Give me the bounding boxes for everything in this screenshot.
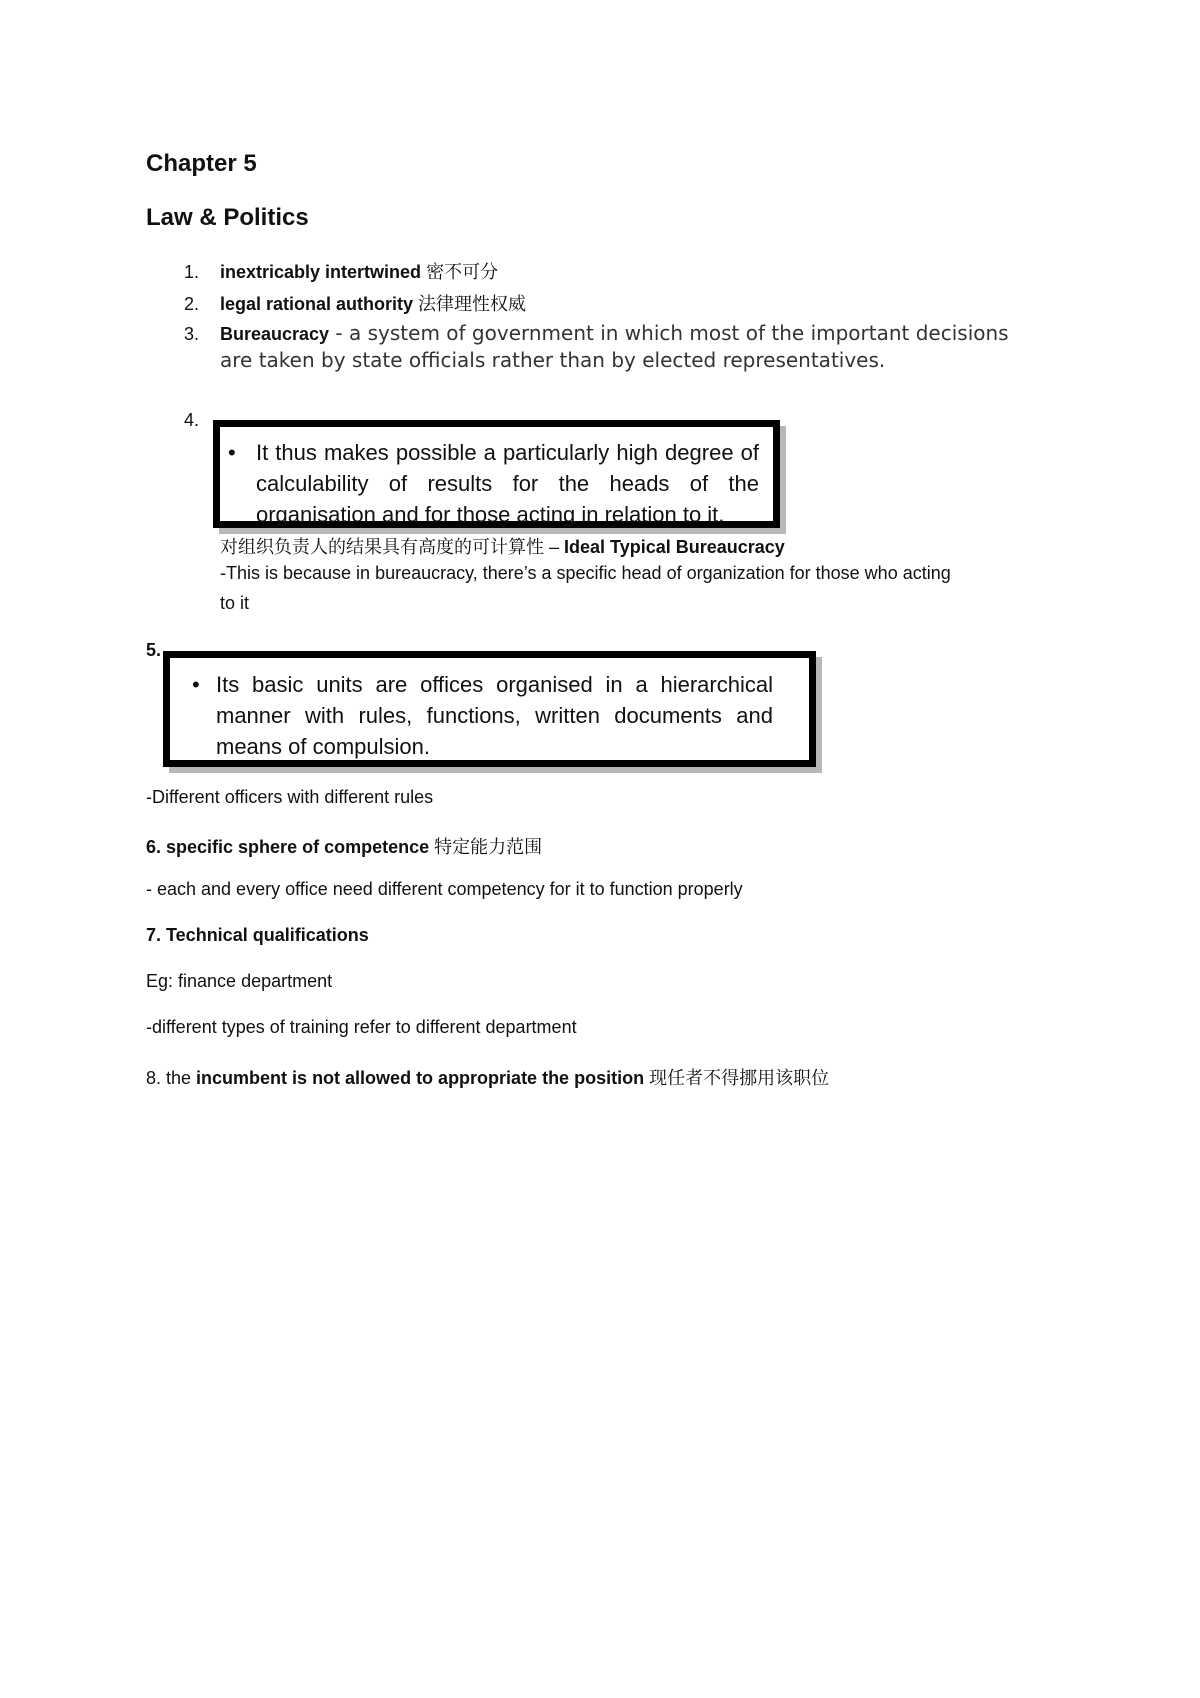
list-item-5-number: 5.	[146, 640, 162, 660]
definition-line-2: are taken by state officials rather than by elected representatives.	[220, 348, 886, 372]
item-4-note	[220, 533, 785, 559]
term: Bureaucracy	[220, 324, 330, 344]
term: legal rational authority	[220, 294, 414, 314]
quote-text: Its basic units are offices organised in a hierarchical manner with rules, functions, written documents and means of compulsion.	[216, 672, 773, 759]
chapter-title: Chapter 5	[146, 150, 257, 177]
note-term: Ideal Typical Bureaucracy	[564, 537, 785, 557]
term: incumbent is not allowed to appropriate the position	[196, 1068, 645, 1088]
bullet: •	[228, 440, 236, 465]
quote-text: It thus makes possible a particularly high degree of calculability of results for the heads of the organisation and for those acting in relation to it.	[256, 440, 759, 527]
translation: 特定能力范围	[429, 837, 543, 857]
item-4-explanation-line-1: -This is because in bureaucracy, there’s a specific head of organization for those who acting	[220, 563, 951, 583]
translation: 密不可分	[421, 262, 499, 282]
term: inextricably intertwined	[220, 262, 422, 282]
note-paragraph: Eg: finance department	[146, 971, 333, 991]
heading-item-8	[146, 1064, 829, 1090]
list-number: 2.	[184, 294, 200, 314]
definition-line-1: - a system of government in which most of the important decisions	[329, 321, 1009, 345]
list-item-1	[184, 258, 498, 284]
term: 6. specific sphere of competence	[146, 837, 430, 857]
list-item-2	[184, 290, 526, 316]
heading-item-6	[146, 833, 542, 859]
quote-box-1	[213, 420, 780, 528]
list-item-4-number: 4.	[184, 410, 200, 430]
note-chinese: 对组织负责人的结果具有高度的可计算性 –	[220, 537, 565, 557]
note-paragraph: -different types of training refer to different department	[146, 1017, 577, 1037]
quote-box-2	[163, 651, 816, 767]
list-item-3	[184, 321, 1009, 345]
item-4-explanation-line-2: to it	[220, 593, 250, 613]
translation: 现任者不得挪用该职位	[644, 1068, 830, 1088]
heading-item-7: 7. Technical qualifications	[146, 925, 369, 945]
section-title: Law & Politics	[146, 204, 309, 231]
list-number: 1.	[184, 262, 200, 282]
prefix: 8. the	[146, 1068, 197, 1088]
list-number: 3.	[184, 324, 200, 344]
bullet: •	[192, 672, 200, 697]
note-paragraph: - each and every office need different competency for it to function properly	[146, 879, 743, 899]
translation: 法律理性权威	[413, 294, 527, 314]
note-paragraph: -Different officers with different rules	[146, 787, 434, 807]
